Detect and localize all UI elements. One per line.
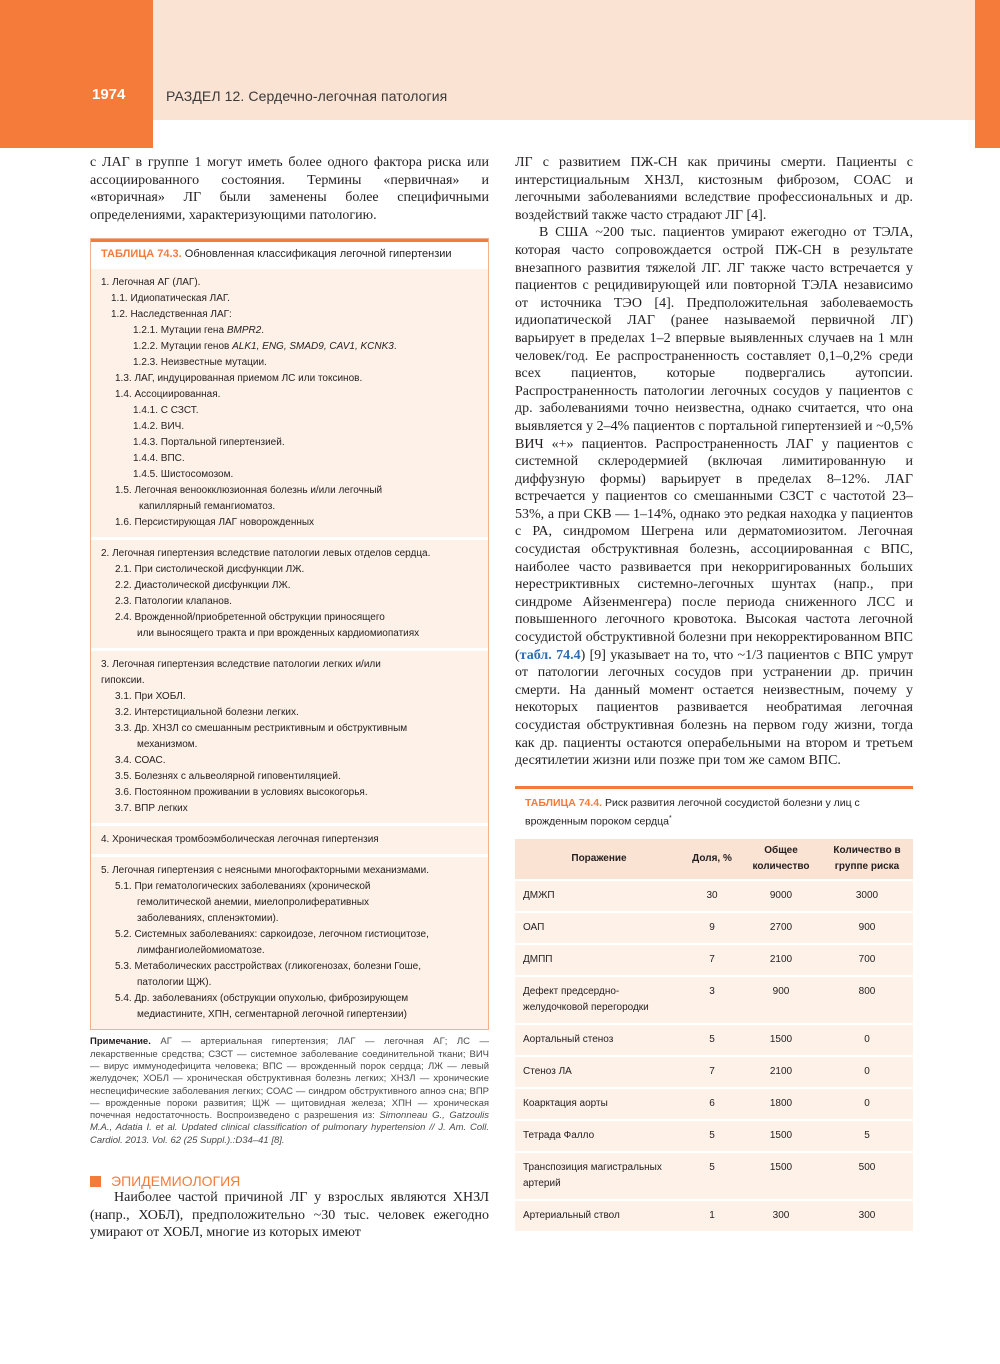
list-item: 1.5. Легочная веноокклюзионная болезнь и/или легочный bbox=[115, 485, 383, 497]
value-cell: 30 bbox=[683, 880, 741, 912]
list-item: 1.4.5. Шистосомозом. bbox=[133, 469, 234, 481]
value-cell: 9000 bbox=[741, 880, 821, 912]
list-item: 1.2. Наследственная ЛАГ: bbox=[111, 309, 232, 321]
value-cell: 700 bbox=[821, 944, 913, 976]
table-74-3 bbox=[90, 238, 489, 1030]
value-cell: 900 bbox=[741, 976, 821, 1024]
table-reference-link[interactable]: табл. 74.4 bbox=[519, 647, 581, 663]
value-cell: 1800 bbox=[741, 1088, 821, 1120]
table-74-4-caption: ТАБЛИЦА 74.4. Риск развития легочной сосудистой болезни у лиц с врожденным пороком сердца* bbox=[515, 786, 913, 840]
lesion-cell: Коарктация аорты bbox=[515, 1088, 683, 1120]
table-row bbox=[515, 976, 913, 1024]
list-item: 2.4. Врожденной/приобретенной обструкции приносящего bbox=[115, 612, 385, 624]
table-row bbox=[515, 1088, 913, 1120]
list-item: 1.4.4. ВПС. bbox=[133, 453, 185, 465]
value-cell: 7 bbox=[683, 1056, 741, 1088]
header-accent-right bbox=[975, 0, 1000, 148]
lesion-cell: Стеноз ЛА bbox=[515, 1056, 683, 1088]
epidemiology-paragraph: Наиболее частой причиной ЛГ у взрослых являются ХНЗЛ (напр., ХОБЛ), предположительно ~30 тыс. человек ежегодно умирают от ХОБЛ, многие из которых имеют bbox=[90, 1190, 489, 1241]
list-item: 3.4. СОАС. bbox=[115, 755, 166, 767]
table-row bbox=[515, 1152, 913, 1200]
value-cell: 500 bbox=[821, 1152, 913, 1200]
list-item: гемолитической анемии, миелопролиферативных bbox=[137, 897, 370, 909]
table-row bbox=[515, 944, 913, 976]
section-title: РАЗДЕЛ 12. Сердечно-легочная патология bbox=[166, 88, 448, 104]
value-cell: 300 bbox=[741, 1200, 821, 1232]
list-item: 2. Легочная гипертензия вследствие патологии левых отделов сердца. bbox=[101, 548, 431, 560]
list-item: патологии ЩЖ). bbox=[137, 977, 212, 989]
list-item: 5.4. Др. заболеваниях (обструкции опухолью, фиброзирующем bbox=[115, 993, 409, 1005]
value-cell: 1500 bbox=[741, 1024, 821, 1056]
column-header: Количество в группе риска bbox=[821, 839, 913, 880]
list-item: 1.4.2. ВИЧ. bbox=[133, 421, 185, 433]
lesion-cell: Артериальный ствол bbox=[515, 1200, 683, 1232]
lesion-cell: Аортальный стеноз bbox=[515, 1024, 683, 1056]
lesion-cell: Тетрада Фалло bbox=[515, 1120, 683, 1152]
value-cell: 0 bbox=[821, 1024, 913, 1056]
lesion-cell: ДМПП bbox=[515, 944, 683, 976]
table-row bbox=[515, 912, 913, 944]
list-item: или выносящего тракта и при врожденных кардиомиопатиях bbox=[137, 628, 420, 640]
table-row bbox=[515, 1120, 913, 1152]
lesion-cell: ОАП bbox=[515, 912, 683, 944]
column-header: Поражение bbox=[515, 839, 683, 880]
list-item: лимфангиолейомиоматозе. bbox=[137, 945, 265, 957]
value-cell: 9 bbox=[683, 912, 741, 944]
column-header: Общее количество bbox=[741, 839, 821, 880]
table-row bbox=[515, 880, 913, 912]
table-74-3-title: Обновленная классификация легочной гипертензии bbox=[184, 248, 452, 261]
table-row bbox=[515, 1024, 913, 1056]
list-item: 2.2. Диастолической дисфункции ЛЖ. bbox=[115, 580, 291, 592]
value-cell: 1500 bbox=[741, 1152, 821, 1200]
classification-group-5 bbox=[91, 854, 488, 1029]
value-cell: 5 bbox=[683, 1024, 741, 1056]
value-cell: 2100 bbox=[741, 1056, 821, 1088]
list-item: 5. Легочная гипертензия с неясными многофакторными механизмами. bbox=[101, 865, 429, 877]
list-item: медиастините, ХПН, сегментарной легочной гипертензии) bbox=[137, 1009, 407, 1021]
list-item: 1.4.3. Портальной гипертензией. bbox=[133, 437, 285, 449]
list-item: 1.4.1. С СЗСТ. bbox=[133, 405, 199, 417]
value-cell: 0 bbox=[821, 1056, 913, 1088]
value-cell: 900 bbox=[821, 912, 913, 944]
note-citation: Simonneau G., Gatzoulis M.A., Adatia I. et al. Updated clinical classification of pulmonary hypertension // J. Am. Coll. Cardiol. 2013. Vol. 62 (25 Suppl.).:D34–41 [8]. bbox=[90, 1110, 489, 1146]
list-item: 1.2.1. Мутации гена BMPR2. bbox=[133, 325, 265, 337]
table-74-3-caption bbox=[91, 239, 488, 266]
value-cell: 2700 bbox=[741, 912, 821, 944]
value-cell: 800 bbox=[821, 976, 913, 1024]
classification-group-1 bbox=[91, 266, 488, 537]
list-item: 1.2.2. Мутации генов ALK1, ENG, SMAD9, CAV1, KCNK3. bbox=[133, 341, 397, 353]
list-item: 1.4. Ассоциированная. bbox=[115, 389, 221, 401]
lesion-cell: Дефект предсердно-желудочковой перегородки bbox=[515, 976, 683, 1024]
value-cell: 5 bbox=[683, 1120, 741, 1152]
body-paragraph-2: В США ~200 тыс. пациентов умирают ежегодно от ТЭЛА, которая часто сопровождается острой ПЖ-СН в результате внезапного развития тяжелой ЛГ. ЛГ также часто встречается у пациентов с рецидивирующей или повторной ТЭЛА независимо от источника ТЭО [4]. Предположительная заболеваемость идиопатической ЛАГ (ранее называемой первичной ЛГ) варьирует в пределах 1–2 впервые выявленных случаев на 1 млн человек/год. Ее распространенность составляет 0,1–0,2% среди всех пациентов, которые подвергались аутопсии. Распространенность патологии легочных сосудов у пациентов с др. заболеваниями точно неизвестна, однако считается, что она выявляется у 2–4% пациентов с портальной гипертензией и ~0,5% ВИЧ «+» пациентов. Распространенность ЛАГ у пациентов с системной склеродермией (включая лимитированную и диффузную формы) варьирует в пределах 8–12%. ЛАГ встречается у пациентов со смешанными СЗСТ с частотой 23–53%, а при СКВ — 1–14%, однако это редкая находка у пациентов с РА, синдромом Шегрена или дерматомиозитом. Легочная сосудистая обструктивная болезнь, ассоциированная с ВПС, наиболее часто развивается при некорригированных больших нерестриктивных системно-легочных шунтах (напр., при синдроме Айзенменгера) после периода сниженного ЛСС и повышенного легочного кровотока. Высокая частота легочной сосудистой обструктивной болезни при некорректированном ВПС (табл. 74.4) [9] указывает на то, что ~1/3 пациентов с ВПС умрут от патологии легочных сосудов при устранении др. причин смерти. На данный момент остается неизвестным, почему у некоторых пациентов развивается необратимая легочная сосудистая обструктивная болезнь на первом году жизни, тогда как др. пациенты остаются операбельными на втором и третьем десятилетии жизни или позже при том же самом ВПС. bbox=[515, 225, 913, 769]
risk-table bbox=[515, 839, 913, 1233]
value-cell: 300 bbox=[821, 1200, 913, 1232]
list-item: 3.7. ВПР легких bbox=[115, 803, 188, 815]
classification-group-4 bbox=[91, 823, 488, 854]
right-column bbox=[515, 154, 913, 1233]
value-cell: 2100 bbox=[741, 944, 821, 976]
classification-group-3 bbox=[91, 648, 488, 823]
list-item: механизмом. bbox=[137, 739, 198, 751]
classification-group-2 bbox=[91, 537, 488, 648]
list-item: 3.1. При ХОБЛ. bbox=[115, 691, 186, 703]
list-item: 1.3. ЛАГ, индуцированная приемом ЛС или токсинов. bbox=[115, 373, 363, 385]
table-74-4-title: Риск развития легочной сосудистой болезни у лиц с врожденным пороком сердца bbox=[525, 796, 860, 828]
list-item: заболеваниях, спленэктомии). bbox=[137, 913, 279, 925]
list-item: 1.6. Персистирующая ЛАГ новорожденных bbox=[115, 517, 315, 529]
list-item: 3.3. Др. ХНЗЛ со смешанным рестриктивным и обструктивным bbox=[115, 723, 408, 735]
list-item: 2.3. Патологии клапанов. bbox=[115, 596, 232, 608]
lesion-cell: ДМЖП bbox=[515, 880, 683, 912]
table-note: Примечание. АГ — артериальная гипертензия; ЛАГ — легочная АГ; ЛС — лекарственные средства; СЗСТ — системное заболевание соединительной ткани; ВИЧ — вирус иммунодефицита человека; ВПС — врожденный порок сердца; ЛЖ — левый желудочек; ХОБЛ — хроническая обструктивная болезнь легких; ХНЗЛ — хронические неспецифические заболевания легких; СОАС — синдром обструктивного апноэ сна; ВПР — врожденные пороки развития; ЩЖ — щитовидная железа; ХПН — хроническая почечная недостаточность. Воспроизведено с разрешения из: Simonneau G., Gatzoulis M.A., Adatia I. et al. Updated clinical classification of pulmonary hypertension // J. Am. Coll. Cardiol. 2013. Vol. 62 (25 Suppl.).:D34–41 [8]. bbox=[90, 1036, 490, 1146]
list-item: капиллярный гемангиоматоз. bbox=[139, 501, 276, 513]
table-74-4-label: ТАБЛИЦА 74.4. bbox=[525, 796, 603, 809]
list-item: 4. Хроническая тромбоэмболическая легочная гипертензия bbox=[101, 834, 379, 846]
list-item: 5.1. При гематологических заболеваниях (хронической bbox=[115, 881, 371, 893]
square-bullet-icon bbox=[90, 1176, 101, 1187]
section-heading-epidemiology: ЭПИДЕМИОЛОГИЯ bbox=[90, 1173, 489, 1189]
lesion-cell: Транспозиция магистральных артерий bbox=[515, 1152, 683, 1200]
value-cell: 5 bbox=[683, 1152, 741, 1200]
list-item: 3. Легочная гипертензия вследствие патологии легких и/или bbox=[101, 659, 381, 671]
value-cell: 3 bbox=[683, 976, 741, 1024]
table-body bbox=[515, 880, 913, 1232]
left-column bbox=[90, 154, 489, 1242]
list-item: 5.3. Метаболических расстройствах (гликогенозах, болезни Гоше, bbox=[115, 961, 421, 973]
list-item: 1.1. Идиопатическая ЛАГ. bbox=[111, 293, 230, 305]
table-74-4 bbox=[515, 786, 913, 1234]
list-item: 2.1. При систолической дисфункции ЛЖ. bbox=[115, 564, 305, 576]
intro-paragraph: с ЛАГ в группе 1 могут иметь более одного фактора риска или ассоциированного состояния. Термины «первичная» и «вторичная» ЛГ были заменены более специфичными определениями, характеризующими патологию. bbox=[90, 155, 489, 223]
body-paragraph-1: ЛГ с развитием ПЖ-СН как причины смерти. Пациенты с интерстициальным ХНЗЛ, кистозным фиброзом, СОАС и легочными заболеваниями вследствие профессиональных и др. воздействий также часто страдают ЛГ [4]. bbox=[515, 155, 913, 223]
value-cell: 5 bbox=[821, 1120, 913, 1152]
list-item: 5.2. Системных заболеваниях: саркоидозе, легочном гистиоцитозе, bbox=[115, 929, 429, 941]
value-cell: 1 bbox=[683, 1200, 741, 1232]
page-number: 1974 bbox=[92, 86, 126, 103]
value-cell: 6 bbox=[683, 1088, 741, 1120]
table-row bbox=[515, 1056, 913, 1088]
list-item: гипоксии. bbox=[101, 675, 145, 687]
list-item: 3.5. Болезнях с альвеолярной гиповентиляцией. bbox=[115, 771, 341, 783]
table-74-3-label: ТАБЛИЦА 74.3. bbox=[101, 248, 182, 261]
value-cell: 7 bbox=[683, 944, 741, 976]
list-item: 3.2. Интерстициальной болезни легких. bbox=[115, 707, 299, 719]
list-item: 1. Легочная АГ (ЛАГ). bbox=[101, 277, 201, 289]
value-cell: 3000 bbox=[821, 880, 913, 912]
column-header: Доля, % bbox=[683, 839, 741, 880]
table-row bbox=[515, 1200, 913, 1232]
table-header-row bbox=[515, 839, 913, 880]
list-item: 1.2.3. Неизвестные мутации. bbox=[133, 357, 267, 369]
value-cell: 0 bbox=[821, 1088, 913, 1120]
header-accent-left bbox=[0, 0, 153, 148]
value-cell: 1500 bbox=[741, 1120, 821, 1152]
list-item: 3.6. Постоянном проживании в условиях высокогорья. bbox=[115, 787, 368, 799]
